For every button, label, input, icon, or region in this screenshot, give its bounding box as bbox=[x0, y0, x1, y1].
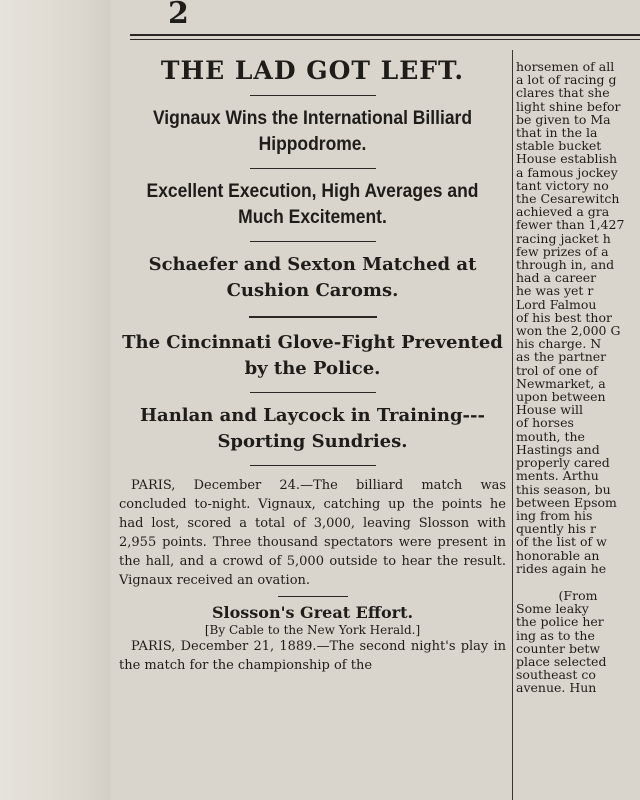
article-subhead: Slosson's Great Effort. bbox=[211, 603, 414, 622]
deck-1: Vignaux Wins the International Billiard Hippodrome. bbox=[152, 108, 473, 155]
adjacent-column-line: of the list of w bbox=[516, 534, 607, 550]
adjacent-column-line: counter betw bbox=[516, 640, 601, 656]
adjacent-column-line: Newmarket, a bbox=[516, 375, 606, 391]
adjacent-column-line: properly cared bbox=[516, 455, 610, 471]
adjacent-column-line: horsemen of all bbox=[516, 60, 615, 74]
adjacent-column-line: clares that she bbox=[516, 85, 610, 101]
adjacent-column-line: be given to Ma bbox=[516, 111, 611, 127]
article-headline: THE LAD GOT LEFT. bbox=[160, 56, 465, 85]
adjacent-column-line: ing from his bbox=[516, 507, 593, 523]
deck-4: The Cincinnati Glove-Fight Prevented by the Police. bbox=[122, 332, 503, 379]
deck-divider bbox=[250, 168, 376, 169]
page-margin bbox=[0, 0, 110, 800]
adjacent-column-line: quently his r bbox=[516, 521, 596, 537]
deck-5: Hanlan and Laycock in Training--- Sporting Sundries. bbox=[140, 405, 485, 452]
adjacent-column-line: avenue. Hun bbox=[516, 680, 597, 696]
body-paragraph: PARIS, December 24.—The billiard match was concluded to-night. Vignaux, catching up the points he had lost, scored a total of 3,000, leaving Slosson with 2,955 points. Three thousand spectators were present in the hall, and a crowd of 5,000 outside to hear the result. Vignaux received an ovation. bbox=[119, 478, 506, 588]
body-paragraph-2: PARIS, December 21, 1889.—The second night's play in the match for the championship of the bbox=[119, 639, 506, 673]
adjacent-column-line: won the 2,000 G bbox=[516, 323, 621, 339]
adjacent-column-line: the Cesarewitch bbox=[516, 191, 620, 207]
adjacent-column-line: of horses bbox=[516, 415, 574, 431]
deck-divider bbox=[250, 392, 376, 393]
adjacent-column-line: House establish bbox=[516, 151, 618, 167]
deck-divider bbox=[250, 241, 376, 242]
adjacent-column-line: fewer than 1,427 bbox=[516, 217, 625, 233]
adjacent-column-line: House will bbox=[516, 402, 583, 418]
adjacent-column-line: Some leaky bbox=[516, 601, 589, 617]
adjacent-column-line: through in, and bbox=[516, 257, 615, 273]
adjacent-column-line: between Epsom bbox=[516, 494, 617, 510]
adjacent-column-line: of his best thor bbox=[516, 309, 612, 325]
adjacent-column-line: as the partner bbox=[516, 349, 607, 365]
deck-2: Excellent Execution, High Averages and Much Excitement. bbox=[146, 181, 479, 228]
adjacent-column-line: achieved a gra bbox=[516, 204, 610, 220]
article-body-2 bbox=[115, 637, 510, 675]
column-divider bbox=[512, 50, 513, 800]
adjacent-column-line: this season, bu bbox=[516, 481, 611, 497]
article-column bbox=[115, 44, 510, 800]
adjacent-column-line: he was yet r bbox=[516, 283, 594, 299]
header-rule bbox=[130, 34, 640, 36]
adjacent-column-line: honorable an bbox=[516, 547, 600, 563]
headline-divider bbox=[250, 95, 376, 96]
adjacent-column-text-2 bbox=[516, 602, 640, 694]
adjacent-column-line: place selected bbox=[516, 653, 607, 669]
adjacent-section-label: (From bbox=[558, 587, 598, 603]
adjacent-column-line: Lord Falmou bbox=[516, 296, 597, 312]
adjacent-column-line: racing jacket h bbox=[516, 230, 611, 246]
deck-3: Schaefer and Sexton Matched at Cushion Caroms. bbox=[148, 254, 477, 301]
adjacent-column-line: ments. Arthu bbox=[516, 468, 599, 484]
adjacent-column-line: rides again he bbox=[516, 560, 607, 576]
adjacent-column-line: mouth, the bbox=[516, 428, 585, 444]
adjacent-column-line: southeast co bbox=[516, 667, 596, 683]
body-divider bbox=[250, 465, 376, 466]
adjacent-column-line: a famous jockey bbox=[516, 164, 618, 180]
adjacent-column-line: the police her bbox=[516, 614, 604, 630]
adjacent-column-line: that in the la bbox=[516, 125, 598, 141]
adjacent-column-line: trol of one of bbox=[516, 362, 598, 378]
subhead-credit: [By Cable to the New York Herald.] bbox=[204, 623, 421, 637]
adjacent-column-line: a lot of racing g bbox=[516, 72, 617, 88]
adjacent-column-line: tant victory no bbox=[516, 177, 609, 193]
article-body bbox=[115, 476, 510, 590]
adjacent-column-line: had a career bbox=[516, 270, 597, 286]
adjacent-column-line: his charge. N bbox=[516, 336, 602, 352]
adjacent-column-line: ing as to the bbox=[516, 627, 595, 643]
adjacent-column-text bbox=[516, 60, 640, 575]
header-rule-thin bbox=[130, 39, 640, 40]
adjacent-column-line: light shine befor bbox=[516, 98, 621, 114]
adjacent-column bbox=[516, 60, 640, 800]
adjacent-column-line: stable bucket bbox=[516, 138, 602, 154]
deck-divider bbox=[249, 316, 377, 318]
page-number: 2 bbox=[168, 0, 190, 31]
adjacent-column-line: Hastings and bbox=[516, 441, 600, 457]
adjacent-column-line: few prizes of a bbox=[516, 243, 609, 259]
adjacent-column-line: upon between bbox=[516, 389, 606, 405]
section-divider bbox=[278, 596, 348, 597]
